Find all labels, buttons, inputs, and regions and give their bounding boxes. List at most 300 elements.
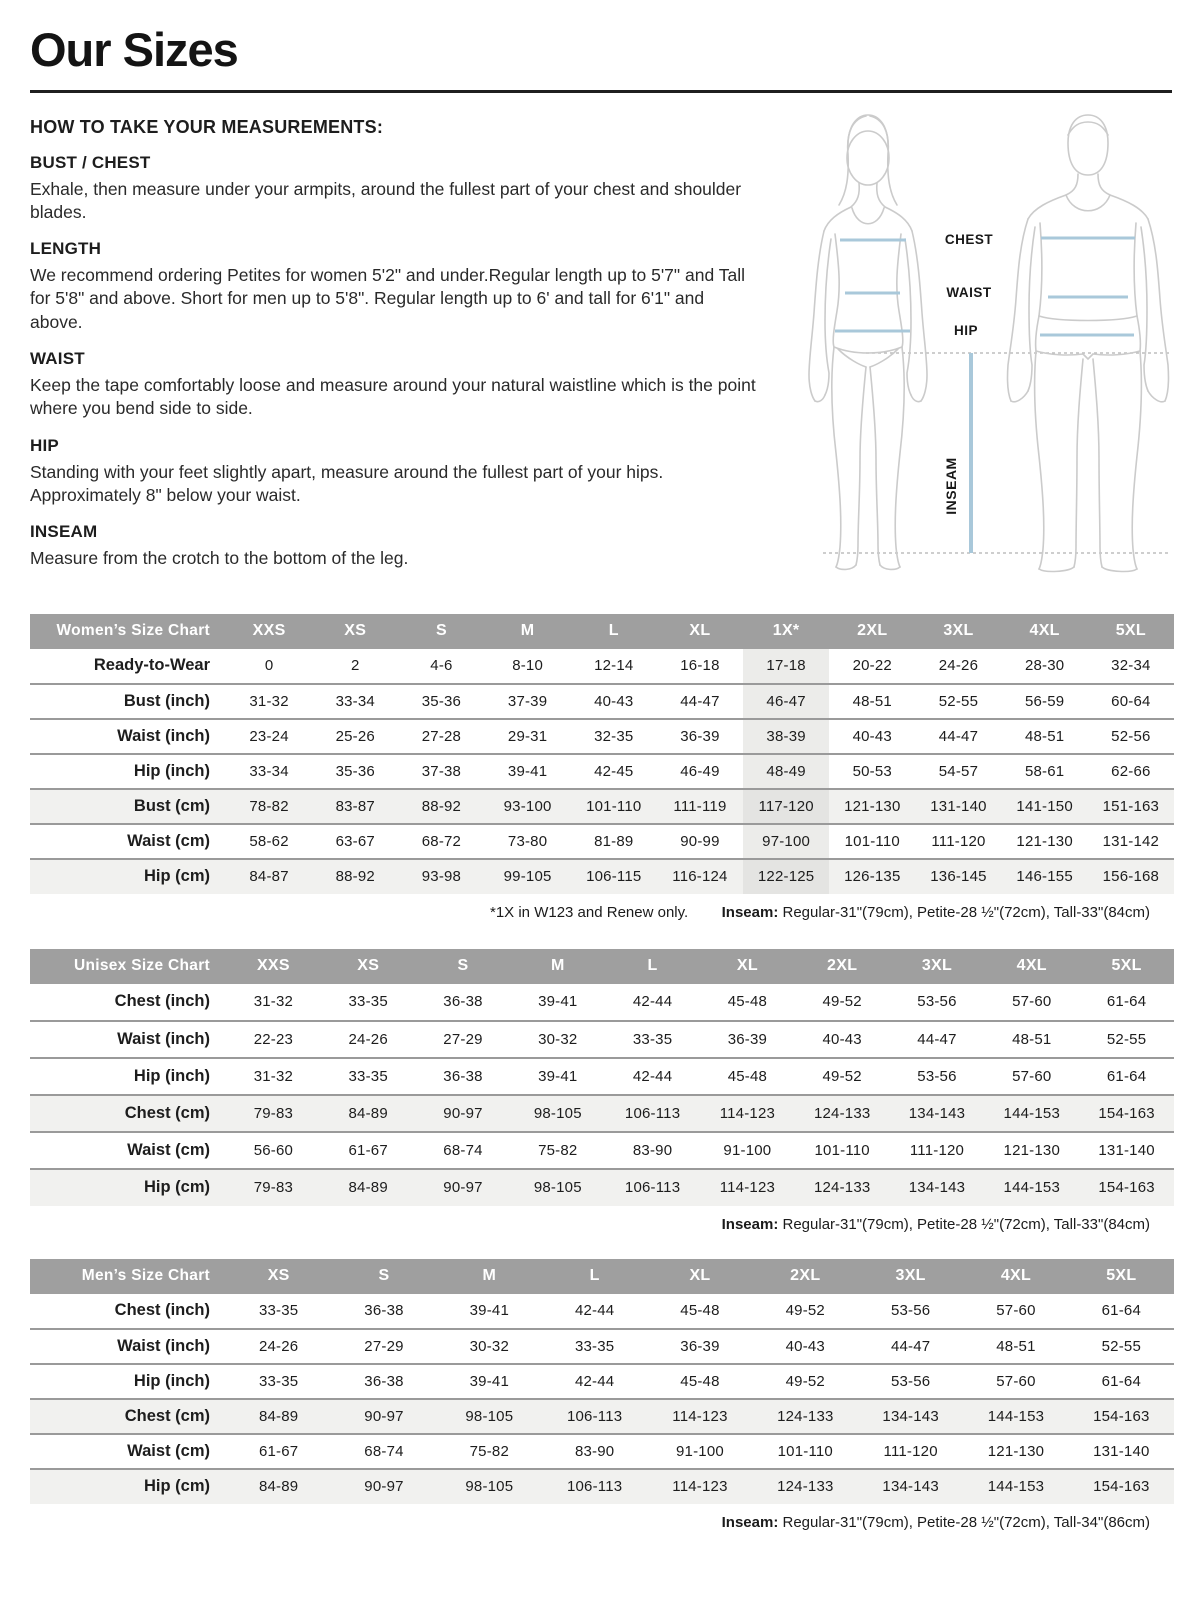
size-cell: 40-43 <box>571 684 657 719</box>
measurement-instructions <box>30 113 756 605</box>
size-cell: 131-140 <box>1079 1132 1174 1169</box>
column-header-xs: XS <box>321 949 416 984</box>
table-row <box>30 1132 1174 1169</box>
size-cell: 33-35 <box>542 1329 647 1364</box>
size-cell: 52-55 <box>915 684 1001 719</box>
size-cell: 101-110 <box>753 1434 858 1469</box>
size-cell: 154-163 <box>1079 1169 1174 1206</box>
table-row <box>30 1169 1174 1206</box>
table-row <box>30 824 1174 859</box>
size-cell: 75-82 <box>510 1132 605 1169</box>
size-cell: 117-120 <box>743 789 829 824</box>
size-cell: 31-32 <box>226 684 312 719</box>
size-cell: 111-120 <box>890 1132 985 1169</box>
womens-inseam-footnote <box>722 904 1174 921</box>
table-header-row <box>30 614 1174 649</box>
size-cell: 91-100 <box>700 1132 795 1169</box>
size-cell: 60-64 <box>1088 684 1174 719</box>
hip-label: HIP <box>953 322 979 338</box>
unisex-size-table <box>30 949 1174 1206</box>
size-cell: 22-23 <box>226 1021 321 1058</box>
row-label: Waist (inch) <box>30 719 226 754</box>
size-cell: 144-153 <box>984 1095 1079 1132</box>
body-figures-illustration <box>778 101 1172 583</box>
column-header-l: L <box>542 1259 647 1294</box>
size-cell: 52-55 <box>1069 1329 1174 1364</box>
size-cell: 124-133 <box>795 1169 890 1206</box>
column-header-s: S <box>331 1259 436 1294</box>
size-cell: 90-97 <box>416 1169 511 1206</box>
size-cell: 48-51 <box>984 1021 1079 1058</box>
inseam-footnote-text: Regular-31"(79cm), Petite-28 ½"(72cm), Tall-33"(84cm) <box>778 903 1150 921</box>
size-cell: 45-48 <box>700 1058 795 1095</box>
size-cell: 56-59 <box>1002 684 1088 719</box>
size-cell: 154-163 <box>1079 1095 1174 1132</box>
size-cell: 35-36 <box>398 684 484 719</box>
size-cell: 32-34 <box>1088 649 1174 684</box>
size-cell: 81-89 <box>571 824 657 859</box>
size-cell: 40-43 <box>829 719 915 754</box>
size-cell: 134-143 <box>890 1169 985 1206</box>
row-label: Waist (inch) <box>30 1021 226 1058</box>
inseam-footnote-label: Inseam: <box>721 1215 779 1233</box>
table-row <box>30 859 1174 894</box>
row-label: Hip (cm) <box>30 1169 226 1206</box>
size-cell: 29-31 <box>485 719 571 754</box>
size-cell: 154-163 <box>1069 1469 1174 1504</box>
size-cell: 57-60 <box>963 1294 1068 1329</box>
row-label: Waist (cm) <box>30 824 226 859</box>
size-cell: 50-53 <box>829 754 915 789</box>
size-cell: 68-74 <box>331 1434 436 1469</box>
size-cell: 23-24 <box>226 719 312 754</box>
size-cell: 83-90 <box>605 1132 700 1169</box>
size-cell: 30-32 <box>437 1329 542 1364</box>
section-body: Exhale, then measure under your armpits, around the fullest part of your chest and shoulder blades. <box>30 178 742 222</box>
size-cell: 134-143 <box>858 1399 963 1434</box>
row-label: Chest (cm) <box>30 1399 226 1434</box>
size-cell: 62-66 <box>1088 754 1174 789</box>
size-cell: 111-120 <box>915 824 1001 859</box>
column-header-xs: XS <box>312 614 398 649</box>
size-cell: 83-87 <box>312 789 398 824</box>
section-waist <box>30 349 756 421</box>
size-cell: 121-130 <box>963 1434 1068 1469</box>
womens-table-section <box>30 614 1172 921</box>
size-cell: 53-56 <box>858 1294 963 1329</box>
table-row <box>30 789 1174 824</box>
size-cell: 131-140 <box>1069 1434 1174 1469</box>
size-cell: 106-113 <box>542 1399 647 1434</box>
size-cell: 54-57 <box>915 754 1001 789</box>
size-cell: 28-30 <box>1002 649 1088 684</box>
size-cell: 37-39 <box>485 684 571 719</box>
size-cell: 2 <box>312 649 398 684</box>
size-cell: 114-123 <box>647 1469 752 1504</box>
size-cell: 90-97 <box>416 1095 511 1132</box>
column-header-xl: XL <box>657 614 743 649</box>
top-section <box>30 113 1172 605</box>
section-heading: WAIST <box>30 349 85 369</box>
table-row <box>30 649 1174 684</box>
size-cell: 126-135 <box>829 859 915 894</box>
column-header-s: S <box>416 949 511 984</box>
size-cell: 146-155 <box>1002 859 1088 894</box>
table-row <box>30 1364 1174 1399</box>
size-cell: 75-82 <box>437 1434 542 1469</box>
size-cell: 83-90 <box>542 1434 647 1469</box>
size-cell: 33-35 <box>226 1364 331 1399</box>
size-cell: 151-163 <box>1088 789 1174 824</box>
size-cell: 36-39 <box>657 719 743 754</box>
womens-size-table <box>30 614 1174 894</box>
column-header-xl: XL <box>647 1259 752 1294</box>
section-heading: INSEAM <box>30 522 98 542</box>
column-header-4xl: 4XL <box>1002 614 1088 649</box>
size-cell: 101-110 <box>795 1132 890 1169</box>
table-title: Men’s Size Chart <box>30 1259 226 1294</box>
row-label: Hip (cm) <box>30 1469 226 1504</box>
size-cell: 39-41 <box>510 984 605 1021</box>
size-cell: 131-140 <box>915 789 1001 824</box>
size-cell: 36-39 <box>700 1021 795 1058</box>
section-heading: HIP <box>30 435 59 455</box>
size-cell: 106-115 <box>571 859 657 894</box>
size-cell: 134-143 <box>858 1469 963 1504</box>
inseam-footnote-text: Regular-31"(79cm), Petite-28 ½"(72cm), Tall-34"(86cm) <box>778 1513 1150 1531</box>
size-cell: 39-41 <box>437 1294 542 1329</box>
row-label: Ready-to-Wear <box>30 649 226 684</box>
unisex-table-footnotes <box>30 1216 1174 1233</box>
size-cell: 0 <box>226 649 312 684</box>
column-header-5xl: 5XL <box>1079 949 1174 984</box>
size-cell: 106-113 <box>542 1469 647 1504</box>
column-header-s: S <box>398 614 484 649</box>
section-body: We recommend ordering Petites for women 5'2" and under.Regular length up to 5'7" and Tall for 5'8" and above. Short for men up to 5'8". Regular length up to 6' and tall for 6'1" and above. <box>30 265 745 332</box>
column-header-3xl: 3XL <box>890 949 985 984</box>
size-cell: 39-41 <box>510 1058 605 1095</box>
mens-inseam-footnote <box>722 1514 1174 1531</box>
size-cell: 35-36 <box>312 754 398 789</box>
size-cell: 4-6 <box>398 649 484 684</box>
size-cell: 88-92 <box>312 859 398 894</box>
size-cell: 42-44 <box>542 1294 647 1329</box>
size-cell: 57-60 <box>963 1364 1068 1399</box>
size-cell: 24-26 <box>321 1021 416 1058</box>
size-cell: 116-124 <box>657 859 743 894</box>
size-cell: 32-35 <box>571 719 657 754</box>
size-cell: 154-163 <box>1069 1399 1174 1434</box>
size-cell: 46-47 <box>743 684 829 719</box>
section-heading: BUST / CHEST <box>30 152 151 172</box>
man-figure <box>1007 115 1168 571</box>
size-cell: 111-119 <box>657 789 743 824</box>
column-header-xxs: XXS <box>226 949 321 984</box>
column-header-m: M <box>485 614 571 649</box>
size-cell: 16-18 <box>657 649 743 684</box>
size-cell: 56-60 <box>226 1132 321 1169</box>
table-row <box>30 1329 1174 1364</box>
size-cell: 33-35 <box>321 1058 416 1095</box>
size-cell: 90-97 <box>331 1469 436 1504</box>
size-cell: 101-110 <box>829 824 915 859</box>
mens-size-table <box>30 1259 1174 1504</box>
size-cell: 31-32 <box>226 1058 321 1095</box>
size-cell: 40-43 <box>795 1021 890 1058</box>
row-label: Chest (inch) <box>30 984 226 1021</box>
row-label: Hip (inch) <box>30 754 226 789</box>
footnote-1x-note: *1X in W123 and Renew only. <box>490 903 689 921</box>
section-heading: LENGTH <box>30 239 102 259</box>
size-cell: 36-38 <box>416 1058 511 1095</box>
size-cell: 24-26 <box>915 649 1001 684</box>
size-cell: 61-67 <box>226 1434 331 1469</box>
inseam-footnote-text: Regular-31"(79cm), Petite-28 ½"(72cm), Tall-33"(84cm) <box>778 1215 1150 1233</box>
size-cell: 124-133 <box>753 1469 858 1504</box>
table-title: Unisex Size Chart <box>30 949 226 984</box>
size-cell: 114-123 <box>700 1095 795 1132</box>
table-row <box>30 1469 1174 1504</box>
size-cell: 79-83 <box>226 1169 321 1206</box>
title-divider <box>30 90 1172 93</box>
howto-heading: HOW TO TAKE YOUR MEASUREMENTS: <box>30 116 384 137</box>
size-cell: 111-120 <box>858 1434 963 1469</box>
size-cell: 17-18 <box>743 649 829 684</box>
size-cell: 84-89 <box>226 1399 331 1434</box>
size-cell: 39-41 <box>485 754 571 789</box>
size-cell: 156-168 <box>1088 859 1174 894</box>
size-cell: 84-89 <box>321 1095 416 1132</box>
size-cell: 121-130 <box>829 789 915 824</box>
size-cell: 42-44 <box>605 984 700 1021</box>
size-cell: 44-47 <box>890 1021 985 1058</box>
section-inseam <box>30 522 756 570</box>
size-cell: 141-150 <box>1002 789 1088 824</box>
page-title: Our Sizes <box>30 23 238 76</box>
size-cell: 144-153 <box>963 1399 1068 1434</box>
size-cell: 61-64 <box>1069 1294 1174 1329</box>
size-cell: 44-47 <box>858 1329 963 1364</box>
size-cell: 33-34 <box>312 684 398 719</box>
section-body: Standing with your feet slightly apart, measure around the fullest part of your hips. Approximately 8" below your waist. <box>30 461 664 505</box>
size-cell: 49-52 <box>753 1364 858 1399</box>
size-cell: 39-41 <box>437 1364 542 1399</box>
table-row <box>30 1058 1174 1095</box>
row-label: Bust (inch) <box>30 684 226 719</box>
size-cell: 84-89 <box>226 1469 331 1504</box>
column-header-xl: XL <box>700 949 795 984</box>
column-header-1x: 1X* <box>743 614 829 649</box>
table-row <box>30 1095 1174 1132</box>
size-cell: 48-51 <box>1002 719 1088 754</box>
table-row <box>30 1021 1174 1058</box>
size-cell: 48-49 <box>743 754 829 789</box>
size-cell: 33-34 <box>226 754 312 789</box>
inseam-label: INSEAM <box>943 456 959 515</box>
column-header-3xl: 3XL <box>915 614 1001 649</box>
row-label: Chest (inch) <box>30 1294 226 1329</box>
column-header-4xl: 4XL <box>984 949 1079 984</box>
inseam-footnote-label: Inseam: <box>721 903 779 921</box>
size-cell: 79-83 <box>226 1095 321 1132</box>
table-row <box>30 1434 1174 1469</box>
table-row <box>30 1399 1174 1434</box>
size-cell: 106-113 <box>605 1169 700 1206</box>
row-label: Hip (cm) <box>30 859 226 894</box>
womens-table-footnotes <box>30 904 1174 921</box>
size-cell: 61-67 <box>321 1132 416 1169</box>
size-cell: 84-89 <box>321 1169 416 1206</box>
size-cell: 37-38 <box>398 754 484 789</box>
section-bust-chest <box>30 153 756 225</box>
size-cell: 97-100 <box>743 824 829 859</box>
size-cell: 33-35 <box>605 1021 700 1058</box>
size-cell: 52-56 <box>1088 719 1174 754</box>
size-cell: 63-67 <box>312 824 398 859</box>
size-cell: 93-98 <box>398 859 484 894</box>
size-cell: 24-26 <box>226 1329 331 1364</box>
size-cell: 8-10 <box>485 649 571 684</box>
section-length <box>30 239 756 334</box>
column-header-m: M <box>510 949 605 984</box>
table-row <box>30 984 1174 1021</box>
size-cell: 57-60 <box>984 1058 1079 1095</box>
size-cell: 68-72 <box>398 824 484 859</box>
size-cell: 49-52 <box>753 1294 858 1329</box>
size-cell: 91-100 <box>647 1434 752 1469</box>
size-cell: 61-64 <box>1069 1364 1174 1399</box>
size-cell: 36-38 <box>331 1364 436 1399</box>
column-header-4xl: 4XL <box>963 1259 1068 1294</box>
table-row <box>30 719 1174 754</box>
size-cell: 78-82 <box>226 789 312 824</box>
column-header-3xl: 3XL <box>858 1259 963 1294</box>
size-cell: 49-52 <box>795 984 890 1021</box>
size-cell: 98-105 <box>510 1095 605 1132</box>
size-cell: 121-130 <box>1002 824 1088 859</box>
size-cell: 49-52 <box>795 1058 890 1095</box>
size-cell: 36-38 <box>331 1294 436 1329</box>
row-label: Waist (cm) <box>30 1434 226 1469</box>
size-cell: 131-142 <box>1088 824 1174 859</box>
chest-label: CHEST <box>944 231 994 247</box>
section-body: Keep the tape comfortably loose and measure around your natural waistline which is the point where you bend side to side. <box>30 375 756 419</box>
size-cell: 93-100 <box>485 789 571 824</box>
size-cell: 73-80 <box>485 824 571 859</box>
inseam-footnote-label: Inseam: <box>721 1513 779 1531</box>
unisex-inseam-footnote <box>722 1216 1174 1233</box>
column-header-5xl: 5XL <box>1069 1259 1174 1294</box>
mens-table-footnotes <box>30 1514 1174 1531</box>
size-cell: 99-105 <box>485 859 571 894</box>
size-cell: 114-123 <box>700 1169 795 1206</box>
size-cell: 144-153 <box>963 1469 1068 1504</box>
size-cell: 53-56 <box>890 984 985 1021</box>
size-cell: 122-125 <box>743 859 829 894</box>
size-cell: 61-64 <box>1079 1058 1174 1095</box>
unisex-table-section <box>30 949 1172 1233</box>
section-hip <box>30 436 756 508</box>
size-cell: 38-39 <box>743 719 829 754</box>
size-cell: 25-26 <box>312 719 398 754</box>
table-title: Women’s Size Chart <box>30 614 226 649</box>
column-header-l: L <box>571 614 657 649</box>
size-cell: 52-55 <box>1079 1021 1174 1058</box>
row-label: Waist (inch) <box>30 1329 226 1364</box>
column-header-xs: XS <box>226 1259 331 1294</box>
size-cell: 33-35 <box>226 1294 331 1329</box>
row-label: Chest (cm) <box>30 1095 226 1132</box>
size-cell: 98-105 <box>437 1469 542 1504</box>
row-label: Hip (inch) <box>30 1058 226 1095</box>
size-cell: 58-62 <box>226 824 312 859</box>
mens-table-section <box>30 1259 1172 1531</box>
size-cell: 90-97 <box>331 1399 436 1434</box>
size-cell: 57-60 <box>984 984 1079 1021</box>
measurement-diagram <box>778 101 1172 605</box>
size-cell: 27-29 <box>331 1329 436 1364</box>
size-cell: 33-35 <box>321 984 416 1021</box>
size-cell: 42-44 <box>542 1364 647 1399</box>
column-header-m: M <box>437 1259 542 1294</box>
size-cell: 106-113 <box>605 1095 700 1132</box>
size-cell: 101-110 <box>571 789 657 824</box>
woman-figure <box>809 115 927 569</box>
size-cell: 30-32 <box>510 1021 605 1058</box>
column-header-xxs: XXS <box>226 614 312 649</box>
size-cell: 48-51 <box>829 684 915 719</box>
size-cell: 20-22 <box>829 649 915 684</box>
size-cell: 36-38 <box>416 984 511 1021</box>
column-header-l: L <box>605 949 700 984</box>
size-cell: 45-48 <box>647 1364 752 1399</box>
size-cell: 27-29 <box>416 1021 511 1058</box>
size-cell: 124-133 <box>795 1095 890 1132</box>
size-cell: 88-92 <box>398 789 484 824</box>
size-cell: 31-32 <box>226 984 321 1021</box>
column-header-2xl: 2XL <box>795 949 890 984</box>
row-label: Waist (cm) <box>30 1132 226 1169</box>
size-cell: 124-133 <box>753 1399 858 1434</box>
column-header-2xl: 2XL <box>753 1259 858 1294</box>
size-cell: 84-87 <box>226 859 312 894</box>
size-cell: 61-64 <box>1079 984 1174 1021</box>
size-cell: 53-56 <box>858 1364 963 1399</box>
size-cell: 42-45 <box>571 754 657 789</box>
waist-label: WAIST <box>946 284 992 300</box>
table-row <box>30 1294 1174 1329</box>
section-body: Measure from the crotch to the bottom of the leg. <box>30 548 409 569</box>
row-label: Hip (inch) <box>30 1364 226 1399</box>
size-cell: 58-61 <box>1002 754 1088 789</box>
size-cell: 53-56 <box>890 1058 985 1095</box>
size-cell: 40-43 <box>753 1329 858 1364</box>
dashed-reference-lines <box>823 353 1170 553</box>
size-cell: 68-74 <box>416 1132 511 1169</box>
size-cell: 98-105 <box>510 1169 605 1206</box>
size-cell: 45-48 <box>647 1294 752 1329</box>
size-cell: 134-143 <box>890 1095 985 1132</box>
table-header-row <box>30 949 1174 984</box>
size-cell: 12-14 <box>571 649 657 684</box>
size-cell: 27-28 <box>398 719 484 754</box>
size-cell: 114-123 <box>647 1399 752 1434</box>
size-cell: 46-49 <box>657 754 743 789</box>
column-header-2xl: 2XL <box>829 614 915 649</box>
size-cell: 44-47 <box>915 719 1001 754</box>
size-cell: 98-105 <box>437 1399 542 1434</box>
size-cell: 48-51 <box>963 1329 1068 1364</box>
